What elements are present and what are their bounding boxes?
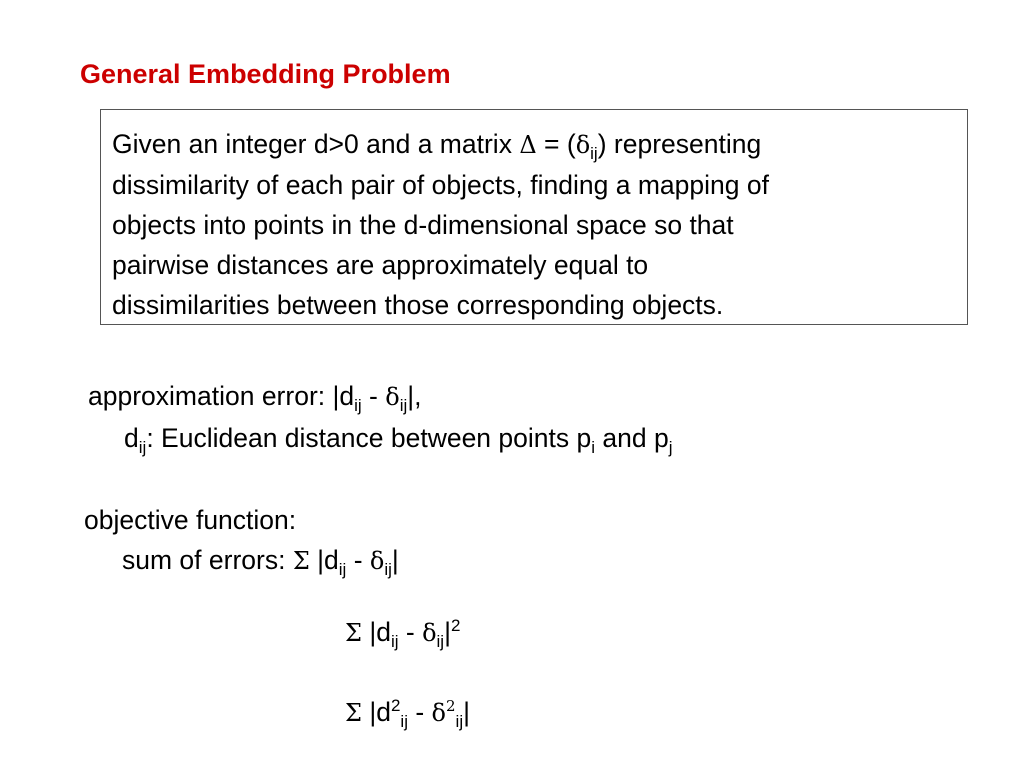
definition-line-2: dissimilarity of each pair of objects, finding a mapping of — [112, 170, 769, 200]
slide-title: General Embedding Problem — [80, 59, 451, 89]
sigma-symbol: Σ — [292, 547, 310, 575]
delta-symbol: Δ — [519, 131, 537, 159]
minus-sign: - — [346, 545, 370, 575]
definition-line-3: objects into points in the d-dimensional space so that — [112, 210, 734, 240]
abs-open: |d — [361, 697, 391, 727]
superscript: 2 — [390, 696, 401, 715]
subscript: ij — [338, 560, 347, 579]
closing-bar: |, — [407, 381, 422, 411]
definition-box — [100, 109, 968, 325]
subscript: ij — [399, 396, 408, 415]
definition-line-4: pairwise distances are approximately equal to — [112, 250, 649, 280]
subscript: ij — [384, 560, 392, 579]
d-letter: d — [124, 423, 139, 453]
minus-sign: - — [407, 697, 432, 727]
approximation-label: approximation error: |d — [88, 381, 355, 411]
squared-error-formula — [345, 612, 460, 653]
definition-line-1 — [112, 124, 967, 165]
superscript: 2 — [450, 616, 461, 635]
sum-of-errors-line — [122, 540, 399, 581]
subscript: ij — [590, 144, 598, 163]
subscript: ij — [400, 712, 408, 731]
definition-text: = ( — [536, 129, 576, 159]
subscript: ij — [354, 396, 362, 415]
and-text: and p — [595, 423, 669, 453]
squared-distance-formula — [345, 692, 470, 733]
sigma-symbol: Σ — [345, 619, 362, 647]
definition-text: Given an integer d>0 and a matrix — [112, 129, 520, 159]
abs-close: | — [463, 697, 470, 727]
abs-open: |d — [361, 617, 391, 647]
approximation-error-line — [88, 376, 422, 417]
subscript: ij — [138, 438, 147, 457]
objective-function-label: objective function: — [84, 505, 297, 535]
minus-sign: - — [361, 381, 386, 411]
abs-close: | — [391, 545, 399, 575]
delta-symbol: δ — [422, 619, 437, 647]
delta-symbol: δ — [431, 699, 446, 727]
delta-symbol: δ — [575, 131, 591, 159]
sigma-symbol: Σ — [345, 699, 362, 727]
subscript: ij — [436, 632, 445, 651]
abs-close: | — [444, 617, 451, 647]
superscript: 2 — [446, 697, 456, 715]
subscript: i — [591, 438, 596, 457]
distance-definition-line — [124, 418, 672, 458]
abs-open: |d — [309, 545, 339, 575]
subscript: ij — [390, 632, 399, 651]
distance-definition-text: : Euclidean distance between points p — [146, 423, 592, 453]
definition-line-5: dissimilarities between those corresponding objects. — [112, 290, 724, 320]
delta-symbol: δ — [385, 383, 400, 411]
definition-text: ) representing — [597, 129, 762, 159]
sum-label: sum of errors: — [122, 545, 293, 575]
subscript: j — [668, 438, 673, 457]
minus-sign: - — [398, 617, 423, 647]
subscript: ij — [455, 712, 464, 731]
delta-symbol: δ — [369, 547, 385, 575]
